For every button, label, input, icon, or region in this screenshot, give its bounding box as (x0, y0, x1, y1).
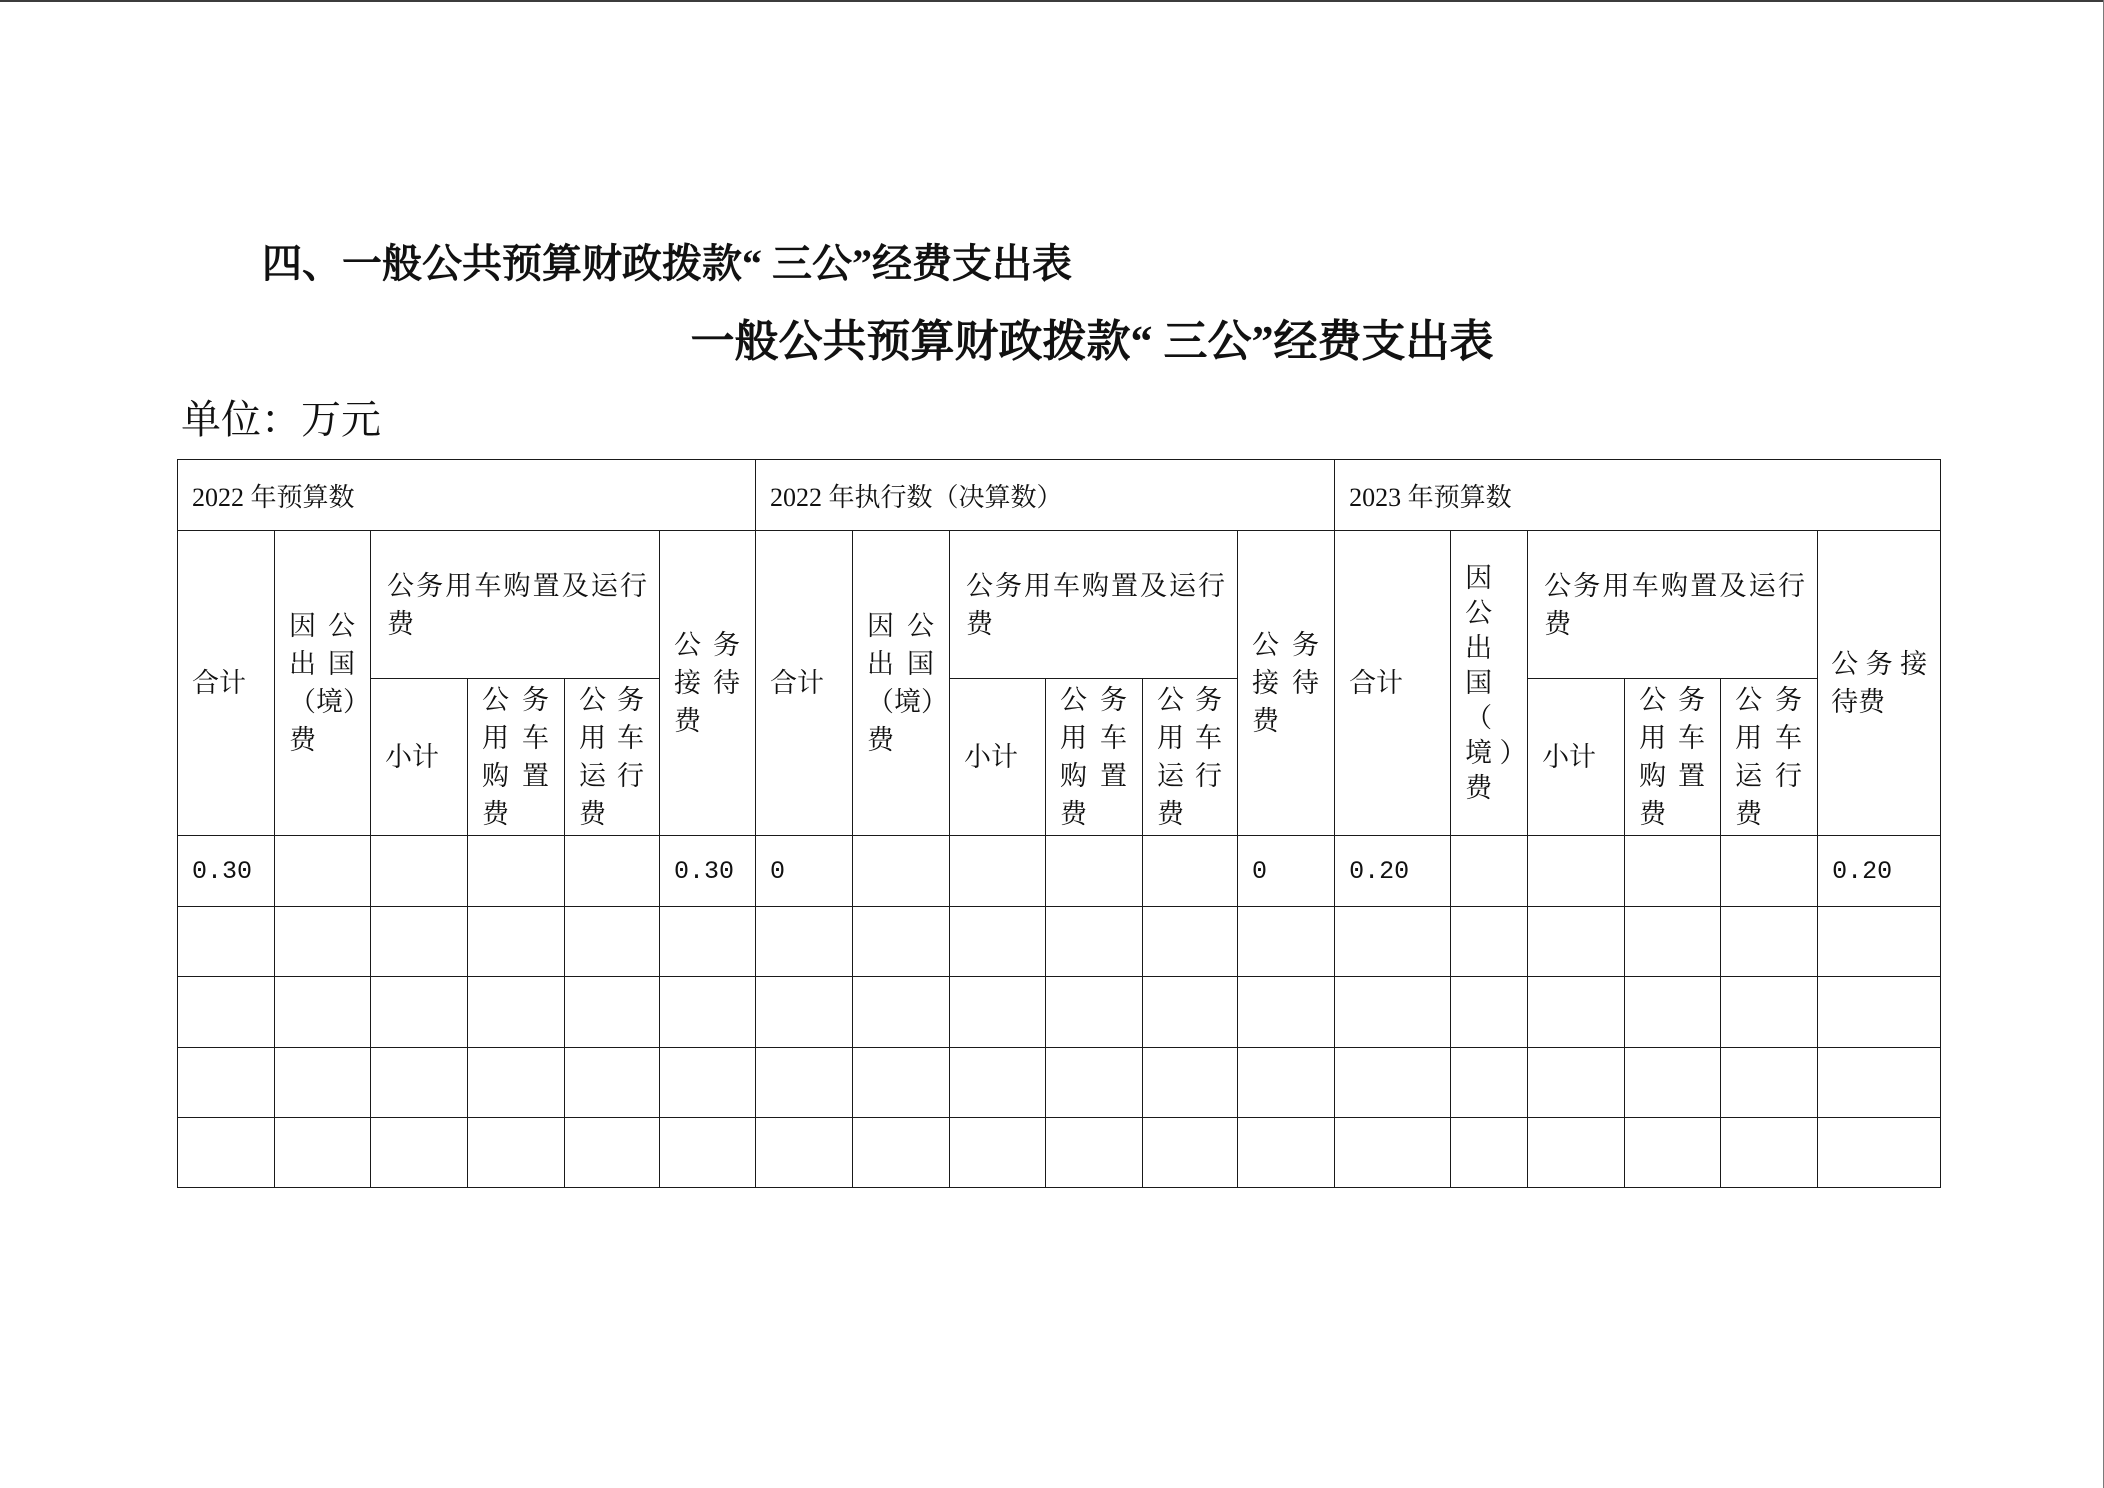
table-cell (1238, 1048, 1335, 1118)
table-cell (275, 907, 371, 977)
table-cell (275, 1118, 371, 1188)
table-cell (1528, 1048, 1625, 1118)
table-cell (1721, 1118, 1818, 1188)
abroad-header-2022-budget: 因公出国（境）费 (275, 531, 371, 836)
table-cell (371, 836, 468, 907)
unit-label: 单位：万元 (181, 397, 381, 442)
table-cell: 0.20 (1335, 836, 1451, 907)
table-cell (1528, 977, 1625, 1048)
subtotal-header-2022-budget: 小计 (371, 679, 468, 836)
table-cell (660, 907, 756, 977)
total-header-2023-budget: 合计 (1335, 531, 1451, 836)
table-cell (468, 977, 565, 1048)
table-cell (371, 1118, 468, 1188)
table-cell (1625, 977, 1721, 1048)
table-cell: 0.30 (660, 836, 756, 907)
vehicle-header-2023-budget: 公务用车购置及运行费 (1528, 531, 1818, 679)
table-cell (1721, 977, 1818, 1048)
vehicle-operation-header-2023-budget: 公务用车运行费 (1721, 679, 1818, 836)
reception-header-2022-budget: 公务接待费 (660, 531, 756, 836)
vehicle-header-2022-budget: 公务用车购置及运行费 (371, 531, 660, 679)
table-cell (178, 1118, 275, 1188)
table-cell (1046, 1048, 1143, 1118)
table-cell (565, 836, 660, 907)
table-cell (1143, 1048, 1238, 1118)
table-cell (1046, 836, 1143, 907)
table-cell (275, 1048, 371, 1118)
table-cell (756, 1118, 853, 1188)
table-cell (660, 1048, 756, 1118)
table-cell (853, 907, 950, 977)
table-row (178, 1048, 1941, 1118)
column-header-row (178, 531, 1941, 679)
abroad-header-2022-actual: 因公出国（境）费 (853, 531, 950, 836)
table-cell (275, 836, 371, 907)
table-cell (1046, 1118, 1143, 1188)
table-cell (1335, 1048, 1451, 1118)
table-cell (1238, 977, 1335, 1048)
table-cell (1143, 977, 1238, 1048)
three-public-expenses-table (177, 459, 1941, 1188)
vehicle-header-2022-actual: 公务用车购置及运行费 (950, 531, 1238, 679)
table-cell (950, 1118, 1046, 1188)
table-row (178, 1118, 1941, 1188)
table-cell: 0.30 (178, 836, 275, 907)
total-header-2022-actual: 合计 (756, 531, 853, 836)
table-cell (950, 907, 1046, 977)
table-cell (1721, 907, 1818, 977)
table-cell (1335, 907, 1451, 977)
table-cell (950, 1048, 1046, 1118)
subtotal-header-2023-budget: 小计 (1528, 679, 1625, 836)
table-cell (1818, 1048, 1941, 1118)
table-cell (1818, 907, 1941, 977)
table-cell (660, 1118, 756, 1188)
table-cell (1625, 1048, 1721, 1118)
group-header-2022-budget: 2022 年预算数 (178, 460, 756, 531)
table-cell (371, 977, 468, 1048)
table-cell (565, 1118, 660, 1188)
table-cell (1451, 836, 1528, 907)
vehicle-operation-header-2022-budget: 公务用车运行费 (565, 679, 660, 836)
table-cell (660, 977, 756, 1048)
table-cell (756, 907, 853, 977)
table-cell (1335, 977, 1451, 1048)
table-cell: 0.20 (1818, 836, 1941, 907)
table-cell (1238, 907, 1335, 977)
table-cell (853, 977, 950, 1048)
table-cell (756, 1048, 853, 1118)
table-cell (1335, 1118, 1451, 1188)
table-cell (1528, 1118, 1625, 1188)
table-cell (1451, 977, 1528, 1048)
table-cell: 0 (1238, 836, 1335, 907)
table-row (178, 977, 1941, 1048)
table-cell (1625, 1118, 1721, 1188)
table-cell (1046, 907, 1143, 977)
vehicle-purchase-header-2023-budget: 公务用车购置费 (1625, 679, 1721, 836)
abroad-header-2023-budget: 因公出国（境）费 (1451, 531, 1528, 836)
group-header-row (178, 460, 1941, 531)
table-cell (1528, 907, 1625, 977)
table-cell (853, 1048, 950, 1118)
table-cell (950, 836, 1046, 907)
vehicle-purchase-header-2022-actual: 公务用车购置费 (1046, 679, 1143, 836)
table-cell (371, 907, 468, 977)
table-cell (1818, 977, 1941, 1048)
table-cell (1143, 907, 1238, 977)
reception-header-2023-budget: 公务接待费 (1818, 531, 1941, 836)
table-cell (371, 1048, 468, 1118)
table-cell (1046, 977, 1143, 1048)
column-subheader-row (178, 679, 1941, 836)
table-cell (178, 977, 275, 1048)
table-cell (178, 1048, 275, 1118)
vehicle-purchase-header-2022-budget: 公务用车购置费 (468, 679, 565, 836)
table-row (178, 836, 1941, 907)
table-cell (853, 1118, 950, 1188)
table-cell (565, 907, 660, 977)
table-row (178, 907, 1941, 977)
table-cell (756, 977, 853, 1048)
page-top-edge (0, 0, 2104, 2)
table-cell (1625, 836, 1721, 907)
table-cell (1625, 907, 1721, 977)
section-heading: 四、一般公共预算财政拨款“ 三公”经费支出表 (262, 241, 1072, 286)
table-cell (1721, 836, 1818, 907)
group-header-2023-budget: 2023 年预算数 (1335, 460, 1941, 531)
table-cell (853, 836, 950, 907)
total-header-2022-budget: 合计 (178, 531, 275, 836)
table-cell (1451, 907, 1528, 977)
table-cell (275, 977, 371, 1048)
table-cell (565, 977, 660, 1048)
reception-header-2022-actual: 公务接待费 (1238, 531, 1335, 836)
table-cell (468, 1048, 565, 1118)
table-cell (1451, 1118, 1528, 1188)
table-cell (468, 1118, 565, 1188)
table-cell: 0 (756, 836, 853, 907)
table-cell (1818, 1118, 1941, 1188)
subtotal-header-2022-actual: 小计 (950, 679, 1046, 836)
table-cell (468, 836, 565, 907)
table-cell (178, 907, 275, 977)
table-cell (1721, 1048, 1818, 1118)
table-cell (1143, 836, 1238, 907)
table-cell (1238, 1118, 1335, 1188)
table-cell (950, 977, 1046, 1048)
table-cell (1143, 1118, 1238, 1188)
group-header-2022-actual: 2022 年执行数（决算数） (756, 460, 1335, 531)
table-cell (1528, 836, 1625, 907)
table-cell (468, 907, 565, 977)
table-title: 一般公共预算财政拨款“ 三公”经费支出表 (690, 317, 1494, 366)
vehicle-operation-header-2022-actual: 公务用车运行费 (1143, 679, 1238, 836)
table-cell (565, 1048, 660, 1118)
table-cell (1451, 1048, 1528, 1118)
